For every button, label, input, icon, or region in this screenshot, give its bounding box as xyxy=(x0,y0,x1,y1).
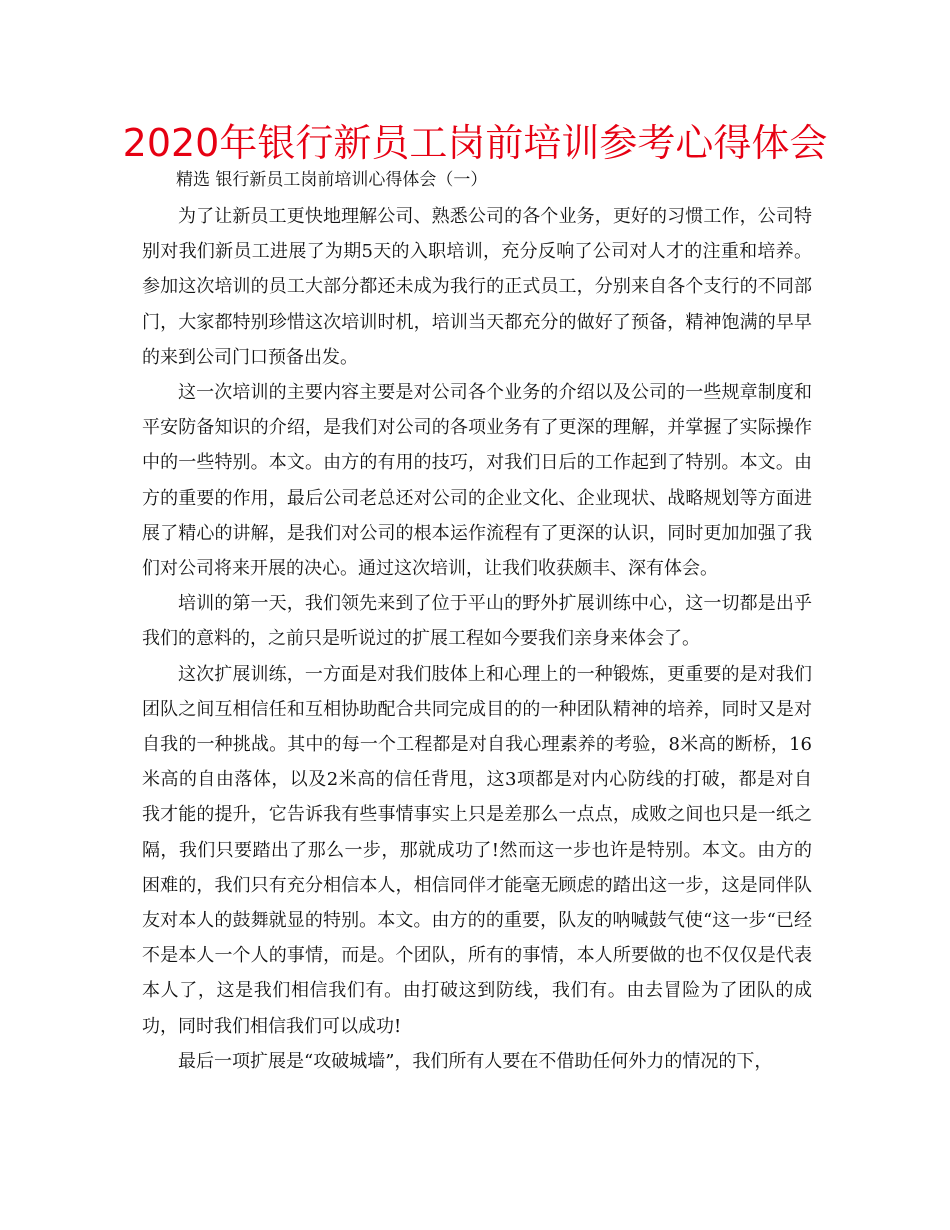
paragraph: 为了让新员工更快地理解公司、熟悉公司的各个业务，更好的习惯工作，公司特别对我们新员工进展了为期5天的入职培训，充分反响了公司对人才的注重和培养。参加这次培训的员工大部分都还未成为我行的正式员工，分别来自各个支行的不同部门，大家都特别珍惜这次培训时机，培训当天都充分的做好了预备，精神饱满的早早的来到公司门口预备出发。 xyxy=(142,206,812,368)
paragraph: 这一次培训的主要内容主要是对公司各个业务的介绍以及公司的一些规章制度和平安防备知识的介绍，是我们对公司的各项业务有了更深的理解，并掌握了实际操作中的一些特别。本文。由方的有用的技巧，对我们日后的工作起到了特别。本文。由方的重要的作用，最后公司老总还对公司的企业文化、企业现状、战略规划等方面进展了精心的讲解，是我们对公司的根本运作流程有了更深的认识，同时更加加强了我们对公司将来开展的决心。通过这次培训，让我们收获颇丰、深有体会。 xyxy=(142,382,812,580)
document-body xyxy=(142,199,812,1079)
paragraph: 培训的第一天，我们领先来到了位于平山的野外扩展训练中心，这一切都是出乎我们的意料的，之前只是听说过的扩展工程如今要我们亲身来体会了。 xyxy=(142,593,812,650)
paragraph: 最后一项扩展是“攻破城墙”，我们所有人要在不借助任何外力的情况的下， xyxy=(178,1050,773,1072)
document-subtitle: 精选 银行新员工岗前培训心得体会（一） xyxy=(176,170,488,190)
document-title: 2020年银行新员工岗前培训参考心得体会 xyxy=(122,121,828,165)
paragraph: 这次扩展训练，一方面是对我们肢体上和心理上的一种锻炼，更重要的是对我们团队之间互相信任和互相协助配合共同完成目的的一种团队精神的培养，同时又是对自我的一种挑战。其中的每一个工程都是对自我心理素养的考验，8米高的断桥，16米高的自由落体，以及2米高的信任背甩，这3项都是对内心防线的打破，都是对自我才能的提升，它告诉我有些事情事实上只是差那么一点点，成败之间也只是一纸之隔，我们只要踏出了那么一步，那就成功了!然而这一步也许是特别。本文。由方的困难的，我们只有充分相信本人，相信同伴才能毫无顾虑的踏出这一步，这是同伴队友对本人的鼓舞就显的特别。本文。由方的的重要，队友的呐喊鼓气使“这一步“已经不是本人一个人的事情，而是。个团队，所有的事情，本人所要做的也不仅仅是代表本人了，这是我们相信我们有。由打破这到防线，我们有。由去冒险为了团队的成功，同时我们相信我们可以成功! xyxy=(142,663,812,1037)
